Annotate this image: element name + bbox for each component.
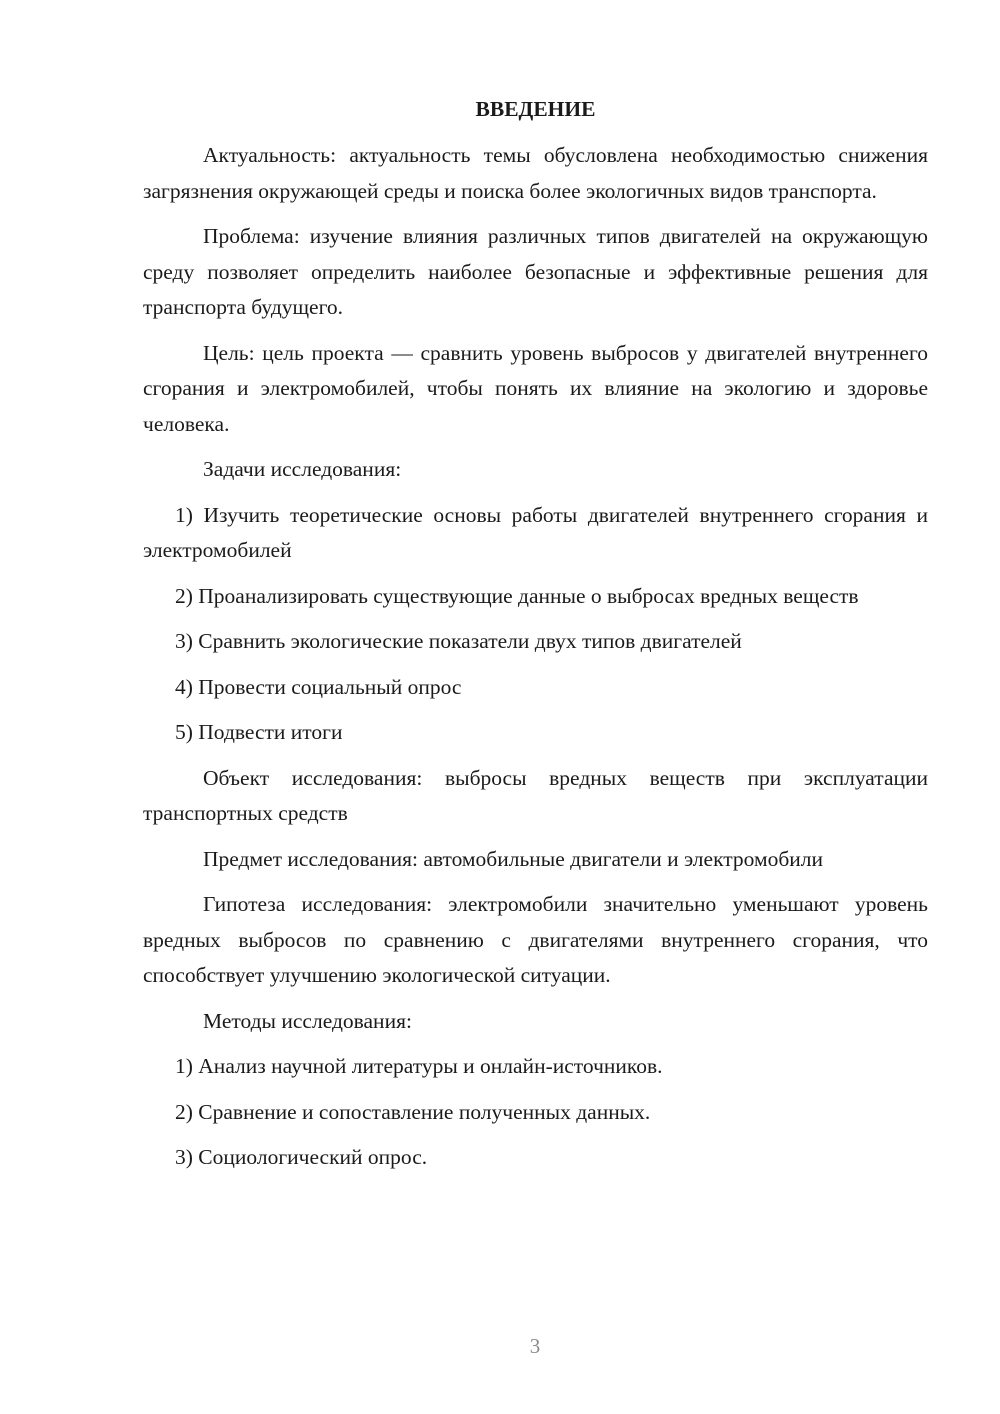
page-number: 3 xyxy=(529,1334,541,1358)
hypothesis-paragraph: Гипотеза исследования: электромобили значительно уменьшают уровень вредных выбросов по сравнению с двигателями внутреннего сгорания, что способствует улучшению экологической ситуации. xyxy=(143,892,928,987)
tasks-heading: Задачи исследования: xyxy=(203,457,402,481)
method-item: 1) Анализ научной литературы и онлайн-источников. xyxy=(175,1054,663,1078)
subject-paragraph: Предмет исследования: автомобильные двигатели и электромобили xyxy=(203,846,824,871)
task-item: 2) Проанализировать существующие данные о выбросах вредных веществ xyxy=(175,583,859,608)
goal-paragraph: Цель: цель проекта — сравнить уровень выбросов у двигателей внутреннего сгорания и электромобилей, чтобы понять их влияние на экологию и здоровье человека. xyxy=(143,340,928,436)
method-item: 3) Социологический опрос. xyxy=(175,1145,428,1169)
task-item: 4) Провести социальный опрос xyxy=(175,674,462,699)
task-item: 5) Подвести итоги xyxy=(175,720,343,744)
task-item: 1) Изучить теоретические основы работы двигателей внутреннего сгорания и электромобилей xyxy=(143,502,928,562)
relevance-paragraph: Актуальность: актуальность темы обусловлена необходимостью снижения загрязнения окружающей среды и поиска более экологичных видов транспорта. xyxy=(143,143,928,203)
methods-heading: Методы исследования: xyxy=(203,1008,412,1033)
task-item: 3) Сравнить экологические показатели двух типов двигателей xyxy=(175,629,742,653)
problem-paragraph: Проблема: изучение влияния различных типов двигателей на окружающую среду позволяет определить наиболее безопасные и эффективные решения для транспорта будущего. xyxy=(143,224,928,319)
page-body xyxy=(143,92,928,1186)
page-title: ВВЕДЕНИЕ xyxy=(475,97,596,121)
method-item: 2) Сравнение и сопоставление полученных данных. xyxy=(175,1099,651,1124)
object-paragraph: Объект исследования: выбросы вредных веществ при эксплуатации транспортных средств xyxy=(143,765,928,825)
